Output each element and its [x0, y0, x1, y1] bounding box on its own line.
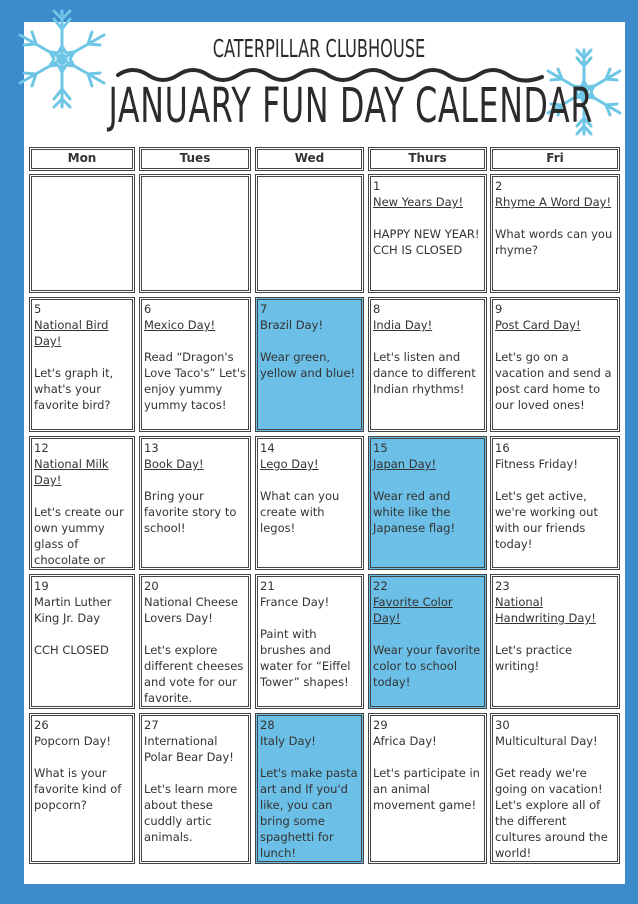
spacer: [34, 349, 130, 365]
day-number: 1: [373, 179, 381, 193]
event-description: Wear green, yellow and blue!: [260, 350, 356, 380]
day-number: 20: [144, 579, 159, 593]
event-name: Book Day!: [144, 457, 204, 471]
day-number: 2: [495, 179, 503, 193]
event-description: CCH CLOSED: [34, 643, 109, 657]
event-name: Popcorn Day!: [34, 734, 112, 748]
day-cell-22: [368, 574, 487, 709]
event-name: Post Card Day!: [495, 318, 581, 332]
event-description: Let's explore different cheeses and vote for our favorite.: [144, 643, 244, 705]
day-cell-9: [490, 297, 620, 432]
spacer: [144, 765, 246, 781]
day-cell-7: [255, 297, 364, 432]
event-description: What words can you rhyme?: [495, 227, 613, 257]
day-number: 27: [144, 718, 159, 732]
day-cell-14: [255, 436, 364, 570]
spacer: [373, 210, 482, 226]
day-cell-12: [29, 436, 135, 570]
event-name: New Years Day!: [373, 195, 464, 209]
day-number: 26: [34, 718, 49, 732]
day-number: 30: [495, 718, 510, 732]
event-description: Wear red and white like the Japanese flag!: [373, 489, 456, 535]
spacer: [144, 626, 246, 642]
event-description: Let's get active, we're working out with our friends today!: [495, 489, 598, 551]
day-cell-1: [368, 174, 487, 293]
spacer: [373, 749, 482, 765]
day-cell-2: [490, 174, 620, 293]
event-description: Let's go on a vacation and send a post card home to our loved ones!: [495, 350, 612, 412]
day-number: 13: [144, 441, 159, 455]
event-name: National Bird Day!: [34, 318, 109, 348]
day-number: 5: [34, 302, 42, 316]
day-number: 29: [373, 718, 388, 732]
day-number: 15: [373, 441, 388, 455]
day-number: 7: [260, 302, 268, 316]
event-name: National Cheese Lovers Day!: [144, 595, 239, 625]
day-cell-21: [255, 574, 364, 709]
empty-day-cell: [255, 174, 364, 293]
event-name: Rhyme A Word Day!: [495, 195, 612, 209]
day-number: 23: [495, 579, 510, 593]
spacer: [373, 333, 482, 349]
event-name: France Day!: [260, 595, 330, 609]
spacer: [34, 626, 130, 642]
spacer: [260, 610, 359, 626]
event-name: Multicultural Day!: [495, 734, 598, 748]
weekday-header-mon: Mon: [29, 147, 135, 171]
event-description: Paint with brushes and water for “Eiffel Tower” shapes!: [260, 627, 351, 689]
day-number: 16: [495, 441, 510, 455]
event-description: Let's graph it, what's your favorite bird?: [34, 366, 114, 412]
spacer: [373, 626, 482, 642]
weekday-header-fri: Fri: [490, 147, 620, 171]
day-cell-15: [368, 436, 487, 570]
event-name: Fitness Friday!: [495, 457, 578, 471]
day-cell-5: [29, 297, 135, 432]
day-number: 14: [260, 441, 275, 455]
day-number: 9: [495, 302, 503, 316]
weekday-header-tues: Tues: [139, 147, 251, 171]
weekday-header-wed: Wed: [255, 147, 364, 171]
day-number: 19: [34, 579, 49, 593]
empty-day-cell: [29, 174, 135, 293]
weekday-header-thurs: Thurs: [368, 147, 487, 171]
day-number: 22: [373, 579, 388, 593]
event-description: Let's create our own yummy glass of chocolate or: [34, 505, 124, 567]
event-name: National Milk Day!: [34, 457, 109, 487]
day-cell-16: [490, 436, 620, 570]
spacer: [495, 333, 615, 349]
spacer: [144, 472, 246, 488]
event-name: Martin Luther King Jr. Day: [34, 595, 112, 625]
day-cell-6: [139, 297, 251, 432]
event-name: Mexico Day!: [144, 318, 216, 332]
day-cell-23: [490, 574, 620, 709]
event-description: Let's learn more about these cuddly artic animals.: [144, 782, 238, 844]
event-name: Favorite Color Day!: [373, 595, 453, 625]
spacer: [495, 472, 615, 488]
event-name: Brazil Day!: [260, 318, 324, 332]
event-name: Italy Day!: [260, 734, 316, 748]
event-description: What is your favorite kind of popcorn?: [34, 766, 122, 812]
spacer: [495, 210, 615, 226]
event-description: HAPPY NEW YEAR! CCH IS CLOSED: [373, 227, 480, 257]
day-number: 21: [260, 579, 275, 593]
spacer: [260, 333, 359, 349]
organization-name: CATERPILLAR CLUBHOUSE: [212, 34, 426, 63]
page-title: JANUARY FUN DAY CALENDAR: [108, 78, 594, 134]
spacer: [260, 749, 359, 765]
day-cell-28: [255, 713, 364, 864]
event-description: Wear your favorite color to school today!: [373, 643, 481, 689]
event-description: Let's practice writing!: [495, 643, 573, 673]
event-name: National Handwriting Day!: [495, 595, 596, 625]
day-cell-8: [368, 297, 487, 432]
event-description: Get ready we're going on vacation! Let's explore all of the different cultures around the world!: [495, 766, 608, 860]
event-name: International Polar Bear Day!: [144, 734, 234, 764]
event-description: Bring your favorite story to school!: [144, 489, 237, 535]
spacer: [373, 472, 482, 488]
day-number: 6: [144, 302, 152, 316]
day-cell-26: [29, 713, 135, 864]
spacer: [495, 749, 615, 765]
event-name: Africa Day!: [373, 734, 437, 748]
event-description: Let's make pasta art and If you'd like, you can bring some spaghetti for lunch!: [260, 766, 358, 860]
day-cell-20: [139, 574, 251, 709]
day-cell-27: [139, 713, 251, 864]
event-description: Read “Dragon's Love Taco's” Let's enjoy yummy yummy tacos!: [144, 350, 247, 412]
event-name: Lego Day!: [260, 457, 319, 471]
day-number: 28: [260, 718, 275, 732]
spacer: [34, 749, 130, 765]
spacer: [34, 488, 130, 504]
day-cell-30: [490, 713, 620, 864]
day-cell-29: [368, 713, 487, 864]
day-cell-13: [139, 436, 251, 570]
event-name: India Day!: [373, 318, 433, 332]
day-cell-19: [29, 574, 135, 709]
day-number: 12: [34, 441, 49, 455]
spacer: [144, 333, 246, 349]
empty-day-cell: [139, 174, 251, 293]
event-description: What can you create with legos!: [260, 489, 340, 535]
event-name: Japan Day!: [373, 457, 437, 471]
event-description: Let's participate in an animal movement game!: [373, 766, 480, 812]
event-description: Let's listen and dance to different Indian rhythms!: [373, 350, 476, 396]
spacer: [495, 626, 615, 642]
day-number: 8: [373, 302, 381, 316]
spacer: [260, 472, 359, 488]
